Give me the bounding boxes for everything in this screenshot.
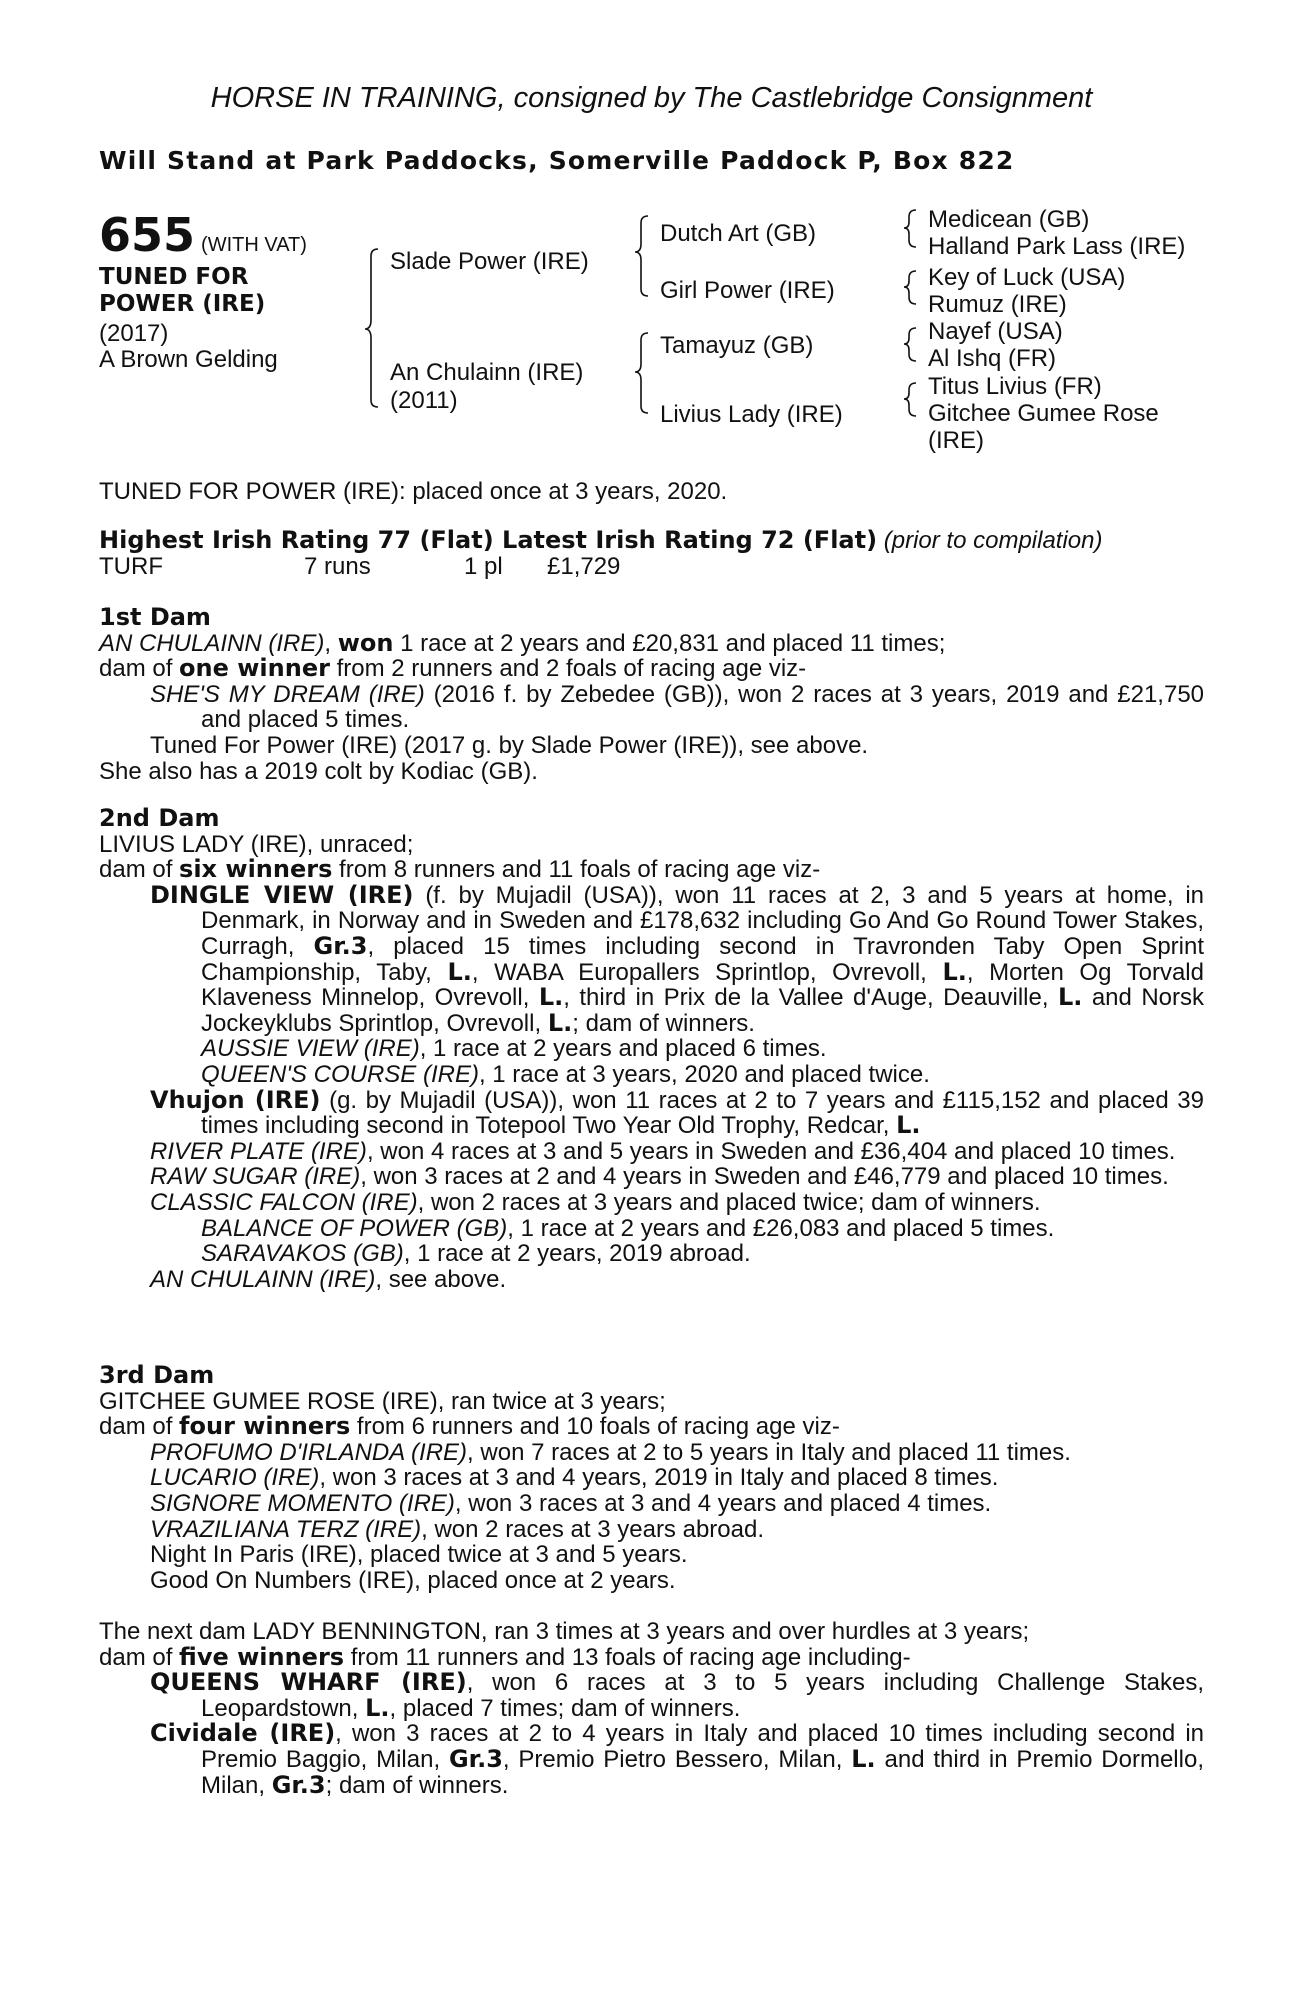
progeny-record: , placed 15 times including second in Travronden Taby Open Sprint Championship, Taby,: [201, 932, 1205, 986]
rating-line: [99, 528, 1204, 554]
first-dam-line1: [99, 628, 1204, 657]
progeny-record: , won 2 races at 3 years and placed twice; dam of winners.: [417, 1188, 1041, 1216]
horse-description: A Brown Gelding: [99, 346, 278, 373]
listed-label: L.: [447, 957, 472, 986]
bracket-dam: [635, 333, 648, 413]
progeny-name: AN CHULAINN (IRE): [150, 1265, 376, 1293]
progeny-name: LUCARIO (IRE): [150, 1464, 320, 1492]
ped-g4: Rumuz (IRE): [928, 291, 1067, 318]
race-summary: TUNED FOR POWER (IRE): placed once at 3 years, 2020.: [99, 478, 728, 505]
progeny-record: , won 3 races at 2 to 4 years in Italy and placed 10 times including second in Premio Baggio, Milan,: [201, 1720, 1205, 1773]
first-dam-note: She also has a 2019 colt by Kodiac (GB).: [99, 757, 538, 785]
progeny-record: , Premio Pietro Bessero, Milan,: [502, 1745, 852, 1773]
group-label: Gr.3: [271, 1770, 326, 1799]
progeny-classic-falcon: [99, 1190, 1204, 1216]
bracket-g1: [904, 210, 916, 247]
progeny-shes-my-dream: [99, 682, 1204, 733]
progeny-record: , 1 race at 2 years and placed 6 times.: [419, 1035, 827, 1063]
listed-label: L.: [538, 983, 564, 1012]
listed-label: L.: [851, 1744, 876, 1773]
progeny-record: , won 3 races at 3 and 4 years and placed 4 times.: [454, 1489, 992, 1517]
ped-g6: Al Ishq (FR): [928, 345, 1057, 372]
rating-note: (prior to compilation): [883, 527, 1103, 554]
progeny-name: DINGLE VIEW (IRE): [150, 880, 414, 909]
progeny-name: QUEEN'S COURSE (IRE): [201, 1060, 479, 1088]
foals-info: from 6 runners and 10 foals of racing age viz-: [350, 1413, 840, 1441]
horse-name-line1: TUNED FOR: [99, 264, 249, 290]
winners-count: five winners: [179, 1642, 345, 1671]
third-dam-heading: 3rd Dam: [99, 1361, 215, 1389]
progeny-record: ; dam of winners.: [325, 1771, 509, 1799]
progeny-queens-course: [99, 1062, 1204, 1088]
dam-of: dam of: [99, 856, 180, 884]
turf-placed: 1 pl: [464, 553, 503, 580]
sep: ,: [324, 629, 338, 657]
listed-label: L.: [547, 1008, 573, 1037]
ped-sire: Slade Power (IRE): [390, 248, 589, 275]
progeny-record: , see above.: [375, 1265, 507, 1293]
progeny-vhujon: [99, 1085, 1204, 1140]
turf-prize: £1,729: [547, 553, 621, 580]
second-dam-line1: LIVIUS LADY (IRE), unraced;: [99, 830, 414, 858]
dam-of: dam of: [99, 1643, 180, 1671]
ped-dam-dam: Livius Lady (IRE): [660, 401, 843, 428]
progeny-tuned-for-power: Tuned For Power (IRE) (2017 g. by Slade Power (IRE)), see above.: [150, 731, 869, 759]
second-dam-line2: [99, 857, 1204, 883]
foals-info: from 2 runners and 2 foals of racing age viz-: [329, 655, 807, 683]
listed-label: L.: [896, 1111, 921, 1140]
stand-location: Will Stand at Park Paddocks, Somerville Paddock P, Box 822: [99, 146, 1015, 175]
bracket-main: [365, 249, 378, 407]
progeny-record: , 1 race at 3 years, 2020 and placed twice.: [478, 1060, 930, 1088]
progeny-record: , 1 race at 2 years, 2019 abroad.: [403, 1240, 751, 1268]
ped-g3: Key of Luck (USA): [928, 264, 1126, 291]
progeny-name: PROFUMO D'IRLANDA (IRE): [150, 1438, 468, 1466]
progeny-name: SHE'S MY DREAM (IRE): [150, 680, 425, 708]
foals-info: from 11 runners and 13 foals of racing age including-: [344, 1643, 911, 1671]
ped-g8b: (IRE): [928, 427, 984, 454]
ped-dam: An Chulainn (IRE): [390, 359, 584, 386]
progeny-profumo: [99, 1440, 1204, 1466]
progeny-record: (f. by Mujadil (USA)), won 11 races at 2, 3 and 5 years at home, in Denmark, in Norway and in Sweden and £178,632 including Go And Go Round Tower Stakes, Curragh,: [201, 881, 1204, 960]
listed-label: L.: [1057, 983, 1083, 1012]
progeny-record: , won 2 races at 3 years abroad.: [421, 1515, 764, 1543]
ped-dam-sire: Tamayuz (GB): [660, 332, 814, 359]
progeny-record: , won 3 races at 3 and 4 years, 2019 in Italy and placed 8 times.: [319, 1464, 999, 1492]
listed-label: L.: [942, 957, 967, 986]
progeny-balance-of-power: [99, 1216, 1204, 1242]
winners-count: one winner: [179, 654, 330, 683]
bracket-g4: [904, 383, 916, 416]
progeny-name: VRAZILIANA TERZ (IRE): [150, 1515, 422, 1543]
rating-text: Highest Irish Rating 77 (Flat) Latest Irish Rating 72 (Flat): [99, 526, 878, 554]
progeny-record: , won 6 races at 3 to 5 years including Challenge Stakes, Leopardstown,: [201, 1669, 1204, 1722]
progeny-night-in-paris: Night In Paris (IRE), placed twice at 3 and 5 years.: [150, 1541, 688, 1569]
progeny-name: BALANCE OF POWER (GB): [201, 1214, 508, 1242]
third-dam-line1: GITCHEE GUMEE ROSE (IRE), ran twice at 3 years;: [99, 1387, 666, 1415]
progeny-record: , won 4 races at 3 and 5 years in Sweden and £36,404 and placed 10 times.: [366, 1137, 1176, 1165]
ped-dam-year: (2011): [390, 387, 458, 414]
ped-g1: Medicean (GB): [928, 206, 1090, 233]
horse-name-line2: POWER (IRE): [99, 291, 266, 317]
next-dam-line2: [99, 1642, 1204, 1671]
progeny-name: QUEENS WHARF (IRE): [150, 1668, 467, 1697]
progeny-name: SIGNORE MOMENTO (IRE): [150, 1489, 455, 1517]
bracket-g3: [904, 328, 916, 361]
progeny-record: , won 7 races at 2 to 5 years in Italy and placed 11 times.: [467, 1438, 1071, 1466]
listed-label: L.: [365, 1693, 390, 1722]
group-label: Gr.3: [313, 931, 368, 960]
progeny-lucario: [99, 1465, 1204, 1491]
progeny-record: and Norsk Jockeyklubs Sprintlop, Ovrevoll,: [201, 984, 1204, 1037]
progeny-record: and third in Premio Dormello, Milan,: [201, 1745, 1204, 1799]
progeny-record: , third in Prix de la Vallee d'Auge, Deauville,: [563, 984, 1058, 1012]
page-header: HORSE IN TRAINING, consigned by The Castlebridge Consignment: [210, 82, 1093, 114]
winners-count: six winners: [179, 855, 333, 884]
progeny-vraziliana-terz: [99, 1517, 1204, 1543]
progeny-name: Vhujon (IRE): [150, 1085, 321, 1114]
progeny-name: Cividale (IRE): [150, 1719, 336, 1748]
progeny-record: ; dam of winners.: [572, 1009, 755, 1037]
progeny-saravakos: [99, 1241, 1204, 1267]
progeny-record: , won 3 races at 2 and 4 years in Sweden and £46,779 and placed 10 times.: [360, 1163, 1169, 1191]
progeny-record: , 1 race at 2 years and £26,083 and placed 5 times.: [507, 1214, 1055, 1242]
winners-count: four winners: [179, 1412, 351, 1441]
second-dam-heading: 2nd Dam: [99, 804, 220, 832]
dam-of: dam of: [99, 1413, 180, 1441]
progeny-name: RAW SUGAR (IRE): [150, 1163, 361, 1191]
dam-of: dam of: [99, 655, 180, 683]
second-dam-section: [99, 806, 1204, 1292]
progeny-record: (2016 f. by Zebedee (GB)), won 2 races at 3 years, 2019 and £21,750 and placed 5 times.: [201, 680, 1205, 734]
progeny-dingle-view: [99, 880, 1205, 1037]
progeny-good-on-numbers: Good On Numbers (IRE), placed once at 2 years.: [150, 1566, 676, 1594]
group-label: Gr.3: [448, 1744, 503, 1773]
progeny-name: SARAVAKOS (GB): [201, 1240, 404, 1268]
progeny-cividale: [99, 1721, 1204, 1798]
progeny-signore-momento: [99, 1491, 1204, 1517]
ped-g7: Titus Livius (FR): [928, 373, 1102, 400]
foals-info: from 8 runners and 11 foals of racing age viz-: [332, 856, 821, 884]
dam-name: AN CHULAINN (IRE): [99, 629, 325, 657]
progeny-name: RIVER PLATE (IRE): [150, 1137, 367, 1165]
next-dam-line1: The next dam LADY BENNINGTON, ran 3 times at 3 years and over hurdles at 3 years;: [99, 1618, 1030, 1645]
horse-year: (2017): [99, 320, 169, 347]
turf-runs: 7 runs: [304, 553, 371, 580]
progeny-queens-wharf: [99, 1670, 1204, 1721]
ped-sire-sire: Dutch Art (GB): [660, 220, 817, 247]
won-label: won: [337, 628, 394, 657]
first-dam-section: [99, 605, 1204, 784]
progeny-record: , placed 7 times; dam of winners.: [389, 1694, 741, 1722]
progeny-aussie-view: [99, 1036, 1204, 1062]
third-dam-line2: [99, 1414, 1204, 1440]
bracket-sire: [635, 216, 648, 296]
progeny-record: (g. by Mujadil (USA)), won 11 races at 2 to 7 years and £115,152 and placed 39 times including second in Totepool Two Year Old Trophy, Redcar,: [201, 1086, 1204, 1140]
progeny-name: CLASSIC FALCON (IRE): [150, 1188, 418, 1216]
lot-number: 655: [99, 208, 196, 262]
ped-sire-dam: Girl Power (IRE): [660, 277, 835, 304]
next-dam-section: [99, 1619, 1204, 1798]
ped-g5: Nayef (USA): [928, 318, 1063, 345]
progeny-raw-sugar: [99, 1164, 1204, 1190]
progeny-record: , Morten Og Torvald Klaveness Minnelop, Ovrevoll,: [201, 958, 1204, 1012]
bracket-g2: [904, 271, 916, 304]
turf-label: TURF: [99, 553, 163, 580]
first-dam-line2: [99, 656, 1204, 682]
ped-g2: Halland Park Lass (IRE): [928, 233, 1186, 260]
vat-note: (WITH VAT): [201, 234, 307, 256]
ped-g8: Gitchee Gumee Rose: [928, 400, 1159, 427]
third-dam-section: [99, 1363, 1204, 1593]
first-dam-heading: 1st Dam: [99, 603, 211, 631]
progeny-record: , WABA Europallers Sprintlop, Ovrevoll,: [471, 958, 943, 986]
progeny-an-chulainn: [99, 1267, 1204, 1293]
progeny-name: AUSSIE VIEW (IRE): [201, 1035, 420, 1063]
progeny-river-plate: [99, 1139, 1204, 1165]
dam-record: 1 race at 2 years and £20,831 and placed 11 times;: [393, 629, 946, 657]
